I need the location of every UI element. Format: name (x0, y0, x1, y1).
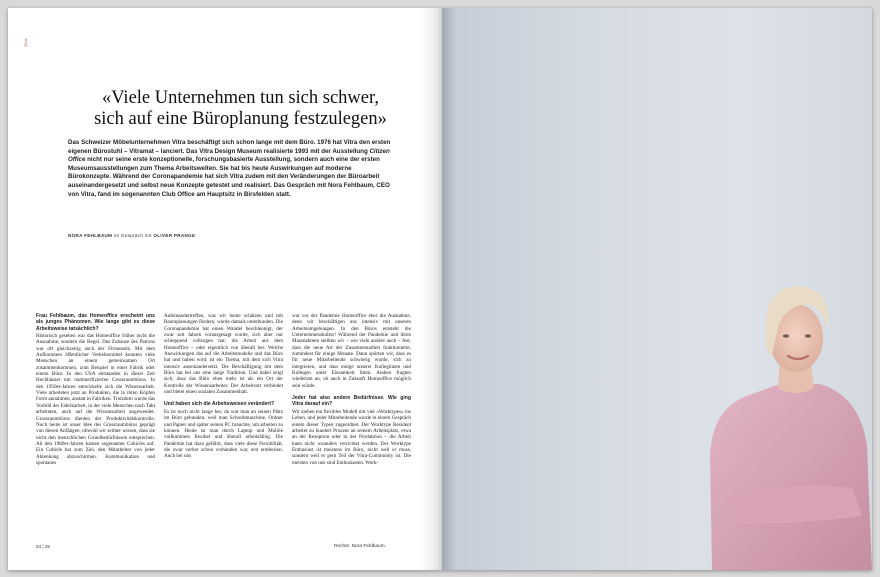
sweater (710, 384, 872, 570)
byline (68, 233, 195, 238)
column-1 (36, 313, 155, 535)
question-1: Frau Fehlbaum, das Homeoffice erscheint uns als junges Phänomen. Wie lange gibt es diese Arbeitsweise tatsächlich? (36, 313, 155, 332)
right-page-photo (442, 8, 872, 570)
interviewee-name: NORA FEHLBAUM (68, 233, 113, 238)
article-columns (36, 313, 411, 535)
gutter-shadow (442, 8, 456, 570)
page-gutter (420, 8, 442, 570)
answer-1: Historisch gesehen war das Homeoffice früher nicht die Ausnahme, sondern die Regel. Das Zuhause des Patrons war oft gleichzeitig auch der Firmensitz. Mit dem Aufkommen öffentlicher Verkehrsmittel konnten viele Menschen an einem gemeinsamen Ort zusammenkommen, zum Beispiel in einer Fabrik oder einem Büro. In den USA entstanden in dieser Zeit Hochhäuser mit nummerfizierten Grossraumbüros. In den 1950er-Jahren entwickelte sich die Wissensarbeit. Viele arbeiteten jetzt an Produkten, die in ihren Köpfen Form annahmen, anstatt in Fabriken. Trotzdem wurde das Vorbild der Fabrikarbeit, in der viele Menschen nach Takt arbeiteten, auch auf die Wissensarbeit angewendet. Grossraumbüros dienten der Produktivitätskontrolle. Noch heute ist unser Idee des Grossraumbüros geprägt von diesen Anfängen, obwohl wir seither wissen, dass sie nicht den menschlichen Grundbedürfnissen entsprechen. Ab den 1960er-Jahren kamen sogenannte Cubicles auf. Ein Cubicle hat zum Ziel, den Mitarbeiter von jeder Ablenkung abzuschirmen. Kommunikation und spontanes (36, 333, 155, 466)
interviewer-name: OLIVER PRANGE (153, 233, 196, 238)
intro-part-1: Das Schweizer Möbelunternehmen Vitra beschäftigt sich schon lange mit dem Büro. 1976 hat Vitra den ersten eigenen Bürostuhl – Vitramat – lanciert. Das Vitra Design Museum realisierte 1993 mit der Ausstellung (68, 139, 391, 155)
running-head: Zeit (23, 38, 28, 47)
exhibition-title: Citizen Office (68, 147, 390, 164)
answer-3: Wir ziehen ein flexibles Modell mit vier «Worktypes» ins Leben, und jeder Mitarbeitende wurde in einem Gespräch einem dieser Typen zugeordnet. Der Worktype Resident arbeitet zu hundert Prozent an seinem Arbeitsplatz, etwa an der Rezeption oder in der Produktion – die Arbeit kann nicht woanders verrichtet werden. Der Worktype Enthusiast ist meistens im Büro, nicht weil er muss, sondern weil er gern Teil der Vitra-Community ist. Die meisten von uns sind Enthusiasten. Work- (292, 408, 411, 466)
left-page (8, 8, 440, 570)
column-3 (292, 313, 411, 535)
page-numbers: 24 | 25 (36, 544, 50, 549)
intro-part-2: nicht nur seine erste konzeptionelle, forschungsbasierte Ausstellung, sondern auch eine der ersten Museumsausstellungen zum Thema Arbeitswelten. Sie hat bis heute Auswirkungen auf moderne Bürokonzepte. Während der Coronapandemie hat sich Vitra zudem mit den Veränderungen der Büroarbeit auseinandergesetzt und selbst neue Konzepte getestet und realisiert. Das Gespräch mit Nora Fehlbaum, CEO von Vitra, fand im sogenannten Club Office am Hauptsitz in Birsfelden statt. (68, 156, 390, 198)
byline-connector: im Gespräch mit (112, 233, 154, 238)
portrait-photo (692, 266, 872, 570)
answer-1-continued: Aufeinandertreffen, was wir heute schätzen und mit Raumplanungen fördern, wurde damals unterbunden. Die Coronapandemie hat einen Wandel beschleunigt, der zwar seit Jahren vorausgesagt wurde, sich aber nur schleppend vollzogen hat: die Arbeit aus dem Homeoffice – oder eigentlich von überall her. Welche Auswirkungen das auf die Arbeitsmodelle und das Büro hat und haben wird, ist ein Thema, mit dem sich Vitra intensiv auseinandersetzt. Die Beschäftigung mit dem Büro hat bei uns eine lange Tradition. Und dabei zeigt sich, dass das Büro eben mehr ist als ein Ort der Kontrolle der Wissensarbeiter. Der Arbeitsort verbindet und bietet einen sozialen Zusammenhalt. (164, 313, 283, 396)
answer-2-continued: war vor der Pandemie Homeoffice eher die Ausnahme, denn wir beschäftigen uns intensiv mit unseren Arbeitsumgebungen. In den Büros entsteht die Unternehmenskultur! Während der Pandemie und ihren Massnahmen stellten wir – wie viele andere auch – fest, dass die neue Art der Zusammenarbeit funktionierte, zumindest für einige Monate. Dann spürten wir, dass es für neue Mitarbeitende schwierig wurde, sich zu integrieren, und dass einige unserer Kolleginnen und Kollegen unter Einsamkeit litten. Andere fragten wiederum an, ob auch in Zukunft Homeoffice möglich sein würde. (292, 313, 411, 389)
headline-line-2: sich auf eine Büroplanung festzulegen» (94, 109, 387, 129)
headline-line-1: «Viele Unternehmen tun sich schwer, (101, 88, 380, 108)
photo-caption: Rechts: Nora Fehlbaum. (334, 544, 386, 549)
question-3: Jeder hat also andere Bedürfnisse. Wie ging Vitra darauf ein? (292, 395, 411, 408)
headline (68, 88, 413, 130)
column-2 (164, 313, 283, 535)
intro-paragraph (68, 139, 393, 199)
answer-2: Es ist noch nicht lange her, da war man an seinen Platz im Büro gebunden, weil man Schreibmaschine, Ordner und Papier und später seinen PC brauchte, um arbeiten zu können. Heute ist man durch Laptop und Mobile vollkommen flexibel und überall arbeitsfähig. Die Pandemie hat dazu geführt, dass viele diese Flexibilität, die zwar vorher schon vorhanden war, erst entdecken. Auch bei uns (164, 408, 283, 460)
magazine-spread (8, 8, 872, 570)
question-2: Und haben sich die Arbeitsweisen verändert? (164, 401, 275, 408)
folded-arms (732, 486, 862, 524)
